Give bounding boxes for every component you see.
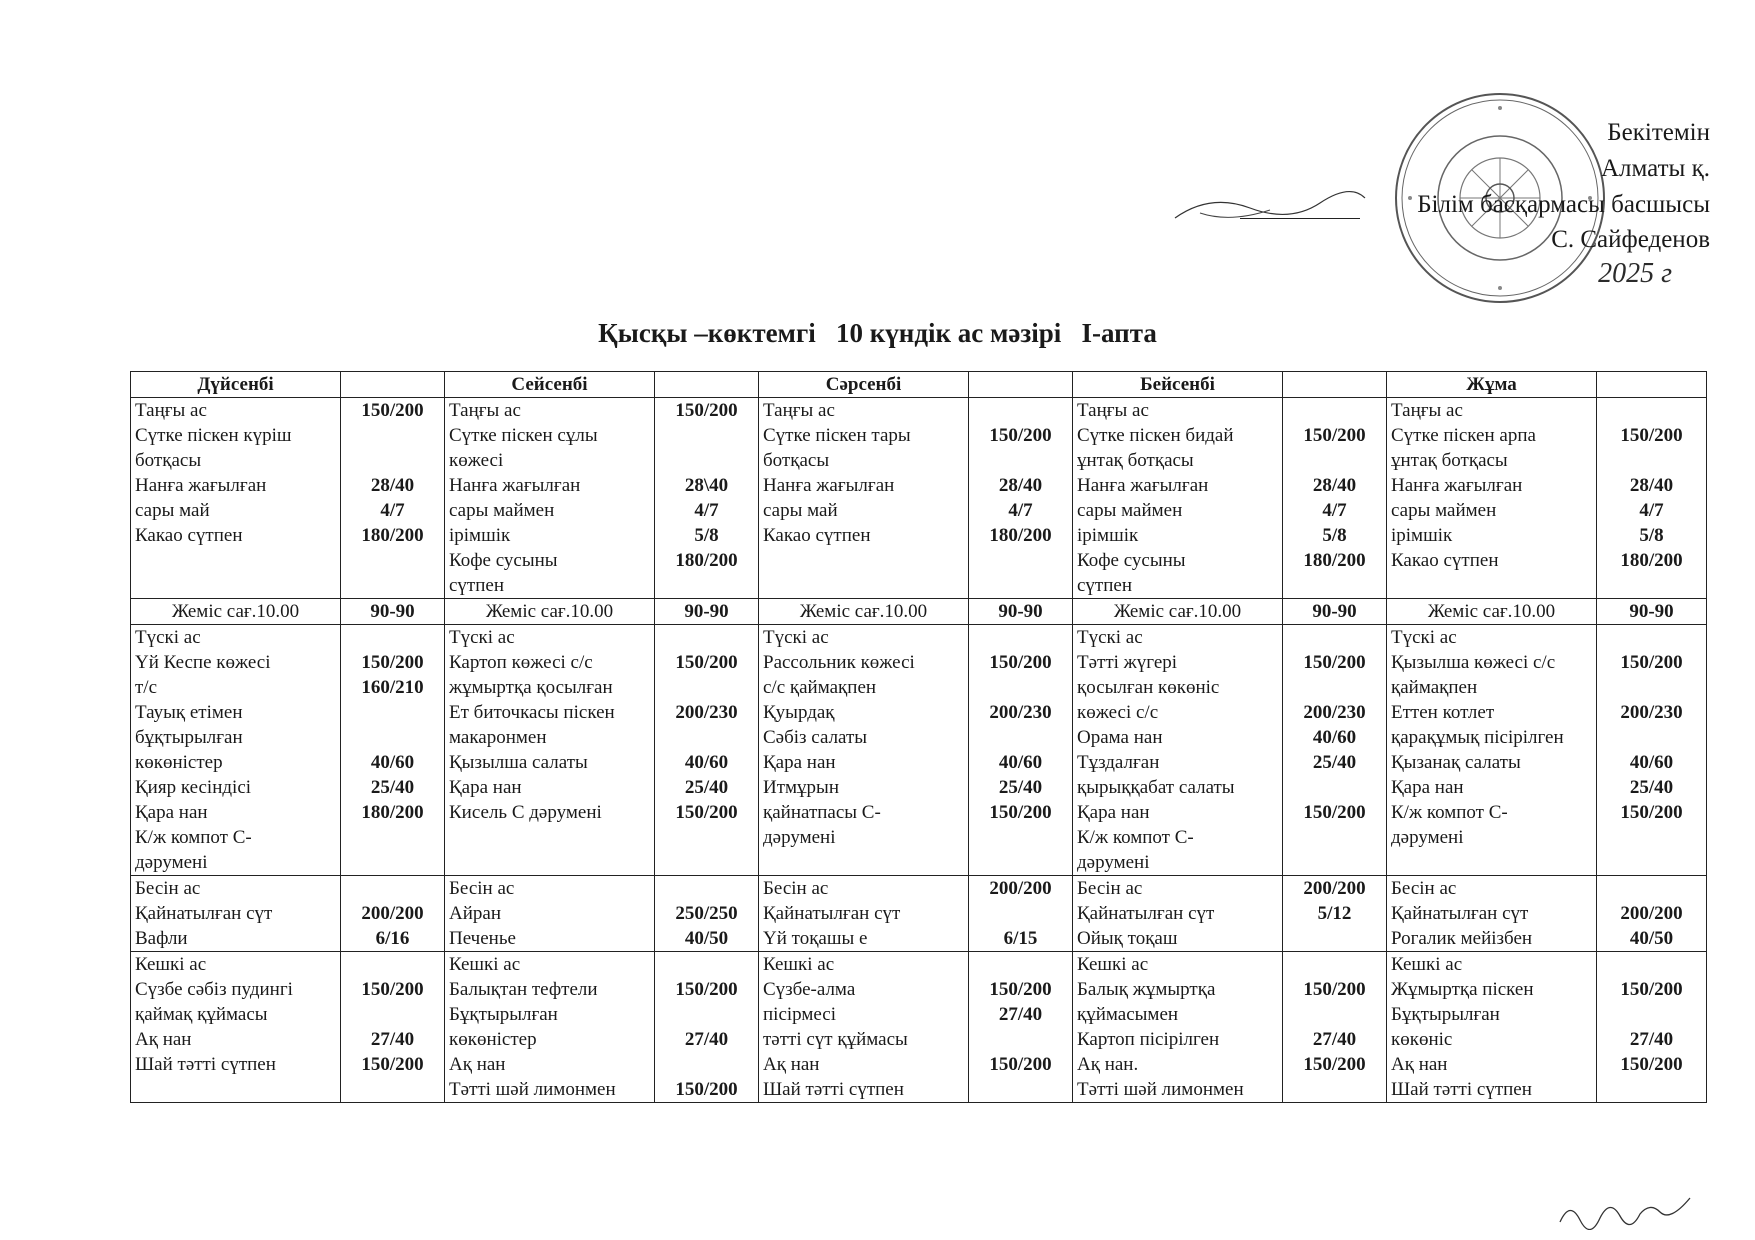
day-header: Сейсенбі bbox=[445, 372, 655, 398]
qty-cell: 150/200 28/40 4/7 5/8 180/200 bbox=[1283, 398, 1387, 599]
qty-cell: 90-90 bbox=[341, 599, 445, 625]
meal-row-breakfast bbox=[131, 398, 1707, 599]
day-header: Бейсенбі bbox=[1073, 372, 1283, 398]
qty-cell: 200/200 6/16 bbox=[341, 876, 445, 952]
dish-cell: Таңғы ас Сүтке піскен күріш ботқасы Нанға жағылған сары май Какао сүтпен bbox=[131, 398, 341, 599]
header-row bbox=[131, 372, 1707, 398]
qty-cell: 150/200 27/40 150/200 bbox=[341, 952, 445, 1103]
qty-cell: 200/200 6/15 bbox=[969, 876, 1073, 952]
dish-cell: Таңғы ас Сүтке піскен бидай ұнтақ ботқасы Нанға жағылған сары маймен ірімшік Кофе сусыны сүтпен bbox=[1073, 398, 1283, 599]
qty-cell: 150/200 160/210 40/60 25/40 180/200 bbox=[341, 625, 445, 876]
dish-cell: Бесін ас Қайнатылған сүт Рогалик мейізбен bbox=[1387, 876, 1597, 952]
qty-cell: 150/200 28/40 4/7 180/200 bbox=[969, 398, 1073, 599]
qty-cell: 150/200 200/230 40/60 25/40 150/200 bbox=[655, 625, 759, 876]
dish-cell: Кешкі ас Балық жұмыртқа құймасымен Картоп пісірілген Ақ нан. Тәтті шәй лимонмен bbox=[1073, 952, 1283, 1103]
dish-cell: Түскі ас Тәтті жүгері қосылған көкөніс көжесі с/с Орама нан Тұздалған қырыққабат салаты Қара нан К/ж компот С- дәрумені bbox=[1073, 625, 1283, 876]
approval-line-1: Бекітемін bbox=[1607, 119, 1710, 146]
qty-cell: 150/200 27/40 150/200 bbox=[655, 952, 759, 1103]
approval-line-4: С. Сайфеденов bbox=[1551, 226, 1710, 253]
qty-cell: 90-90 bbox=[1283, 599, 1387, 625]
qty-cell: 150/200 28/40 4/7 5/8 180/200 bbox=[1597, 398, 1707, 599]
dish-cell: Таңғы ас Сүтке піскен тары ботқасы Нанға жағылған сары май Какао сүтпен bbox=[759, 398, 969, 599]
dish-cell: Таңғы ас Сүтке піскен сұлы көжесі Нанға жағылған сары маймен ірімшік Кофе сусыны сүтпен bbox=[445, 398, 655, 599]
qty-cell: 200/200 5/12 bbox=[1283, 876, 1387, 952]
dish-cell: Түскі ас Үй Кеспе көжесі т/с Тауық етімен бұқтырылған көкөністер Қияр кесіндісі Қара нан К/ж компот С- дәрумені bbox=[131, 625, 341, 876]
qty-cell: 150/200 28\40 4/7 5/8 180/200 bbox=[655, 398, 759, 599]
qty-cell: 150/200 27/40 150/200 bbox=[1597, 952, 1707, 1103]
dish-cell: Кешкі ас Жұмыртқа піскен Бұқтырылған көкөніс Ақ нан Шай тәтті сүтпен bbox=[1387, 952, 1597, 1103]
menu-table bbox=[130, 371, 1707, 1103]
dish-cell: Түскі ас Қызылша көжесі с/с қаймақпен Еттен котлет қарақұмық пісірілген Қызанақ салаты Қара нан К/ж компот С- дәрумені bbox=[1387, 625, 1597, 876]
footer-signature-icon bbox=[1555, 1190, 1695, 1230]
day-header: Сәрсенбі bbox=[759, 372, 969, 398]
qty-cell: 250/250 40/50 bbox=[655, 876, 759, 952]
dish-cell: Бесін ас Қайнатылған сүт Ойық тоқаш bbox=[1073, 876, 1283, 952]
meal-row-fruit bbox=[131, 599, 1707, 625]
dish-cell: Түскі ас Картоп көжесі с/с жұмыртқа қосылған Ет биточкасы піскен макаронмен Қызылша салаты Қара нан Кисель С дәрумені bbox=[445, 625, 655, 876]
qty-cell: 150/200 200/230 40/60 25/40 150/200 bbox=[1597, 625, 1707, 876]
qty-cell: 90-90 bbox=[655, 599, 759, 625]
dish-cell: Жеміс сағ.10.00 bbox=[131, 599, 341, 625]
meal-row-lunch bbox=[131, 625, 1707, 876]
dish-cell: Жеміс сағ.10.00 bbox=[1387, 599, 1597, 625]
approval-line-3: Білім басқармасы басшысы bbox=[1417, 191, 1710, 218]
qty-cell: 90-90 bbox=[969, 599, 1073, 625]
qty-cell: 150/200 27/40 150/200 bbox=[969, 952, 1073, 1103]
dish-cell: Бесін ас Қайнатылған сүт Үй тоқашы е bbox=[759, 876, 969, 952]
meal-row-snack bbox=[131, 876, 1707, 952]
dish-cell: Түскі ас Рассольник көжесі с/с қаймақпен Қуырдақ Сәбіз салаты Қара нан Итмұрын қайнатпасы С- дәрумені bbox=[759, 625, 969, 876]
dish-cell: Кешкі ас Балықтан тефтели Бұқтырылған көкөністер Ақ нан Тәтті шәй лимонмен bbox=[445, 952, 655, 1103]
qty-cell: 150/200 27/40 150/200 bbox=[1283, 952, 1387, 1103]
approval-block bbox=[1270, 118, 1710, 298]
qty-cell: 150/200 200/230 40/60 25/40 150/200 bbox=[969, 625, 1073, 876]
signature-icon bbox=[1170, 188, 1370, 228]
dish-cell: Кешкі ас Сүзбе сәбіз пудингі қаймақ құймасы Ақ нан Шай тәтті сүтпен bbox=[131, 952, 341, 1103]
dish-cell: Бесін ас Қайнатылған сүт Вафли bbox=[131, 876, 341, 952]
approval-date: 2025 г bbox=[1598, 258, 1672, 289]
meal-row-dinner bbox=[131, 952, 1707, 1103]
dish-cell: Бесін ас Айран Печенье bbox=[445, 876, 655, 952]
dish-cell: Жеміс сағ.10.00 bbox=[1073, 599, 1283, 625]
day-header: Дүйсенбі bbox=[131, 372, 341, 398]
page-title: Қысқы –көктемгі 10 күндік ас мәзірі І-апта bbox=[598, 318, 1157, 348]
qty-cell: 150/200 200/230 40/60 25/40 150/200 bbox=[1283, 625, 1387, 876]
qty-cell: 150/200 28/40 4/7 180/200 bbox=[341, 398, 445, 599]
dish-cell: Жеміс сағ.10.00 bbox=[445, 599, 655, 625]
dish-cell: Кешкі ас Сүзбе-алма пісірмесі тәтті сүт құймасы Ақ нан Шай тәтті сүтпен bbox=[759, 952, 969, 1103]
day-header: Жұма bbox=[1387, 372, 1597, 398]
dish-cell: Таңғы ас Сүтке піскен арпа ұнтақ ботқасы Нанға жағылған сары маймен ірімшік Какао сүтпен bbox=[1387, 398, 1597, 599]
qty-cell: 200/200 40/50 bbox=[1597, 876, 1707, 952]
approval-line-2: Алматы қ. bbox=[1601, 155, 1710, 182]
qty-cell: 90-90 bbox=[1597, 599, 1707, 625]
dish-cell: Жеміс сағ.10.00 bbox=[759, 599, 969, 625]
